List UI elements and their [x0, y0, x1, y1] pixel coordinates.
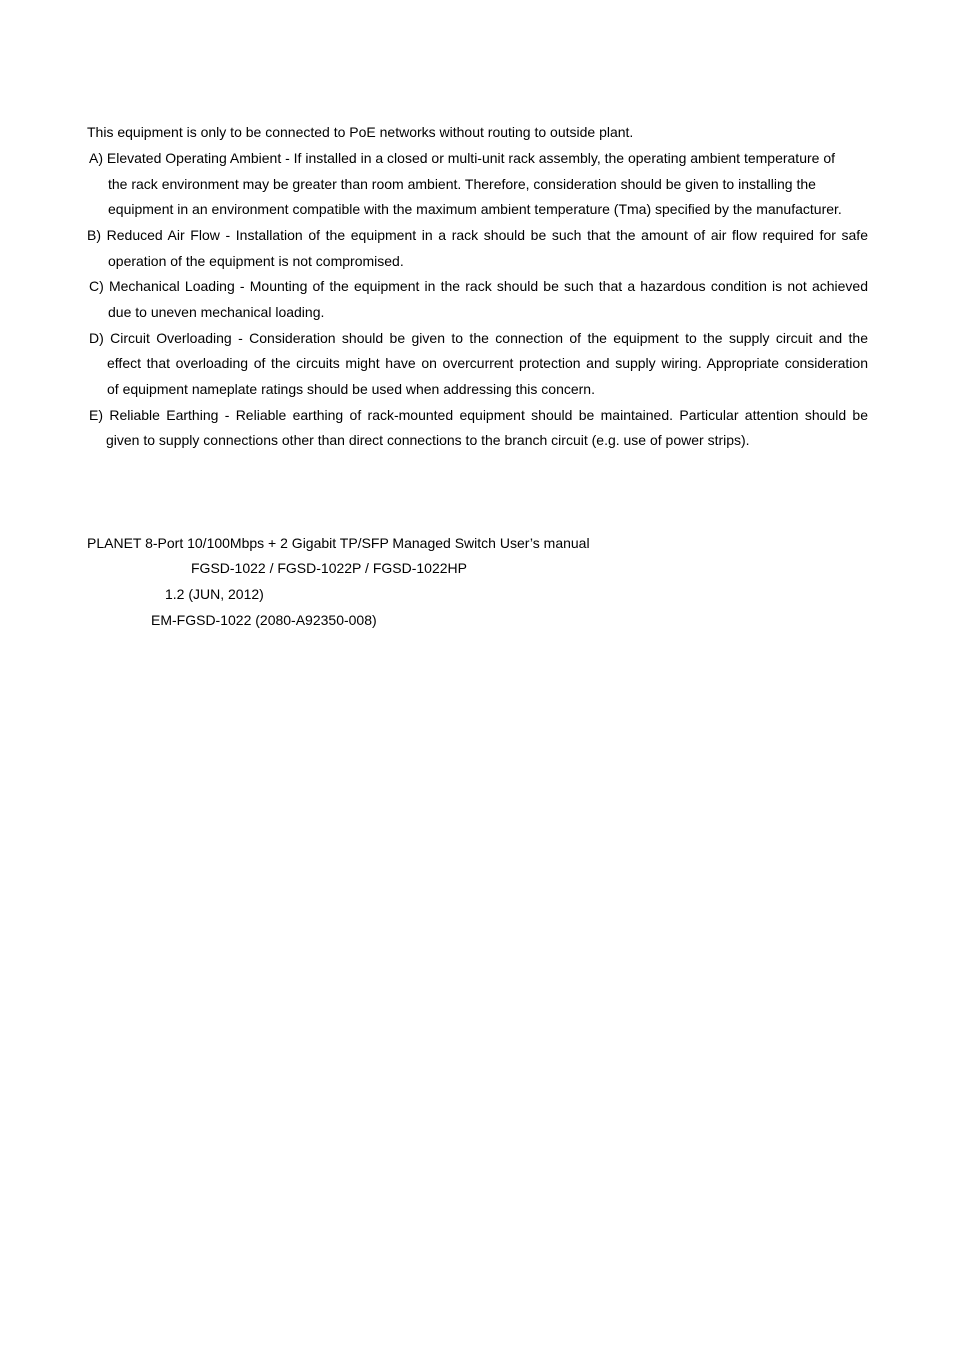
part-number: EM-FGSD-1022 (2080-A92350-008): [151, 612, 377, 628]
safety-item-line: D) Circuit Overloading - Consideration should be given to the connection of the equipment to the supply circuit and the: [89, 330, 868, 346]
safety-item-line: effect that overloading of the circuits might have on overcurrent protection and supply wiring. Appropriate consideration: [107, 355, 868, 371]
safety-item-line: operation of the equipment is not compromised.: [108, 253, 404, 269]
safety-item-line: equipment in an environment compatible with the maximum ambient temperature (Tma) specified by the manufacturer.: [108, 201, 842, 217]
safety-item-line: of equipment nameplate ratings should be used when addressing this concern.: [107, 381, 595, 397]
safety-item-line: E) Reliable Earthing - Reliable earthing of rack-mounted equipment should be maintained. Particular attention should be: [89, 407, 868, 423]
safety-item-line: the rack environment may be greater than room ambient. Therefore, consideration should be given to installing the: [108, 176, 816, 192]
poe-intro-text: This equipment is only to be connected to PoE networks without routing to outside plant.: [87, 124, 634, 140]
safety-item-line: C) Mechanical Loading - Mounting of the equipment in the rack should be such that a hazardous condition is not achieved: [89, 278, 868, 294]
revision: 1.2 (JUN, 2012): [165, 586, 264, 602]
model-names: FGSD-1022 / FGSD-1022P / FGSD-1022HP: [191, 560, 467, 576]
safety-item-line: A) Elevated Operating Ambient - If installed in a closed or multi-unit rack assembly, the operating ambient temperature of: [89, 150, 835, 166]
manual-title: PLANET 8-Port 10/100Mbps + 2 Gigabit TP/SFP Managed Switch User’s manual: [87, 535, 590, 551]
safety-item-line: given to supply connections other than direct connections to the branch circuit (e.g. use of power strips).: [106, 432, 750, 448]
safety-item-line: due to uneven mechanical loading.: [108, 304, 325, 320]
safety-item-line: B) Reduced Air Flow - Installation of the equipment in a rack should be such that the amount of air flow required for safe: [87, 227, 868, 243]
